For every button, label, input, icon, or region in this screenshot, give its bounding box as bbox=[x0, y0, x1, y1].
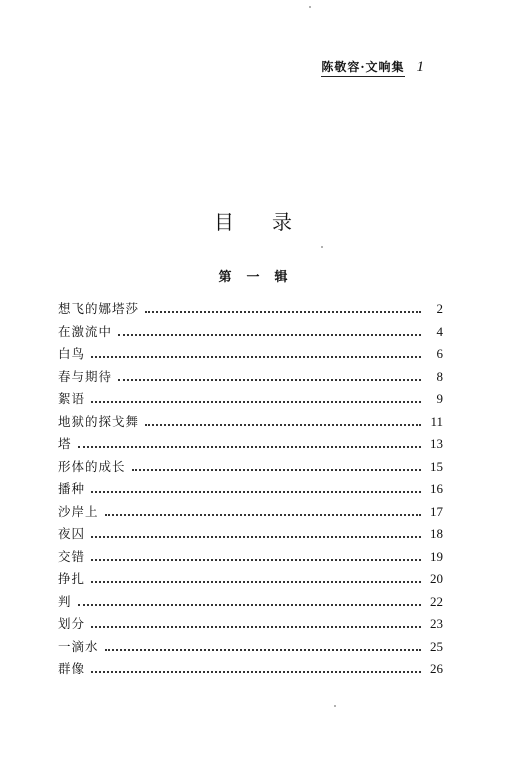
toc-entry bbox=[58, 322, 443, 345]
dot-leader bbox=[78, 446, 421, 448]
dot-leader bbox=[91, 581, 421, 583]
dot-leader bbox=[105, 514, 421, 516]
dot-leader bbox=[105, 649, 421, 651]
toc-entry-page: 4 bbox=[436, 323, 443, 339]
section-heading: 第一辑 bbox=[218, 270, 303, 285]
toc-entry-title: 划分 bbox=[58, 616, 86, 631]
toc-entry-title: 播种 bbox=[58, 481, 86, 496]
dot-leader bbox=[118, 334, 421, 336]
toc-entry-page: 6 bbox=[436, 346, 443, 361]
dot-leader bbox=[91, 671, 421, 673]
toc-entry-page: 20 bbox=[430, 571, 443, 586]
toc-entry-title: 一滴水 bbox=[58, 638, 99, 654]
toc-entry bbox=[58, 299, 443, 322]
toc-entry-title: 想飞的娜塔莎 bbox=[58, 301, 140, 316]
toc-entry bbox=[58, 637, 443, 660]
toc-entry-page: 16 bbox=[430, 481, 443, 496]
toc-entry-title: 絮语 bbox=[58, 391, 86, 406]
toc-entry bbox=[58, 344, 443, 367]
toc-entry-title: 形体的成长 bbox=[58, 458, 126, 474]
toc-entry-title: 判 bbox=[58, 593, 72, 609]
toc-entry-title: 地狱的探戈舞 bbox=[58, 413, 140, 429]
toc-entry-page: 25 bbox=[430, 638, 443, 654]
toc-entry-page: 17 bbox=[430, 503, 443, 519]
toc-entry-title: 夜囚 bbox=[58, 526, 86, 541]
toc-entry-page: 11 bbox=[430, 413, 443, 429]
toc-entry bbox=[58, 614, 443, 637]
toc-entry-page: 26 bbox=[430, 661, 443, 676]
dot-leader bbox=[91, 626, 421, 628]
toc-entry bbox=[58, 659, 443, 682]
dot-leader bbox=[91, 491, 421, 493]
toc-entry-page: 23 bbox=[430, 616, 443, 631]
toc-entry-title: 春与期待 bbox=[58, 368, 113, 384]
toc-entry bbox=[58, 524, 443, 547]
toc-entry bbox=[58, 412, 443, 435]
toc-entry bbox=[58, 434, 443, 457]
dot-leader bbox=[132, 469, 421, 471]
toc-entry bbox=[58, 389, 443, 412]
dot-leader bbox=[91, 559, 421, 561]
book-title: 陈敬容·文响集 bbox=[321, 58, 404, 77]
toc-entry-title: 交错 bbox=[58, 548, 86, 564]
toc-entry-title: 群像 bbox=[58, 661, 86, 676]
scan-speck bbox=[334, 705, 336, 707]
toc-entry-page: 19 bbox=[430, 548, 443, 564]
toc-entry bbox=[58, 547, 443, 570]
scan-speck bbox=[309, 6, 311, 8]
toc-heading: 目录 bbox=[214, 210, 330, 234]
page-number: 1 bbox=[416, 59, 424, 75]
toc-entry bbox=[58, 502, 443, 525]
toc-entry bbox=[58, 569, 443, 592]
toc-entry-title: 白鸟 bbox=[58, 346, 86, 361]
toc-entry-page: 8 bbox=[436, 368, 443, 384]
dot-leader bbox=[91, 536, 421, 538]
toc-entry bbox=[58, 367, 443, 390]
toc-entry bbox=[58, 479, 443, 502]
dot-leader bbox=[145, 424, 421, 426]
toc-entry-title: 沙岸上 bbox=[58, 503, 99, 519]
toc-entry-title: 挣扎 bbox=[58, 571, 86, 586]
toc-list bbox=[58, 299, 443, 682]
dot-leader bbox=[91, 356, 421, 358]
toc-entry-page: 18 bbox=[430, 526, 443, 541]
dot-leader bbox=[78, 604, 421, 606]
toc-entry-page: 15 bbox=[430, 458, 443, 474]
dot-leader bbox=[118, 379, 421, 381]
scan-speck bbox=[321, 246, 323, 248]
toc-entry-page: 22 bbox=[430, 593, 443, 609]
toc-entry bbox=[58, 457, 443, 480]
toc-entry-page: 13 bbox=[430, 436, 443, 451]
toc-entry-page: 2 bbox=[436, 301, 443, 316]
running-header bbox=[321, 58, 424, 77]
toc-entry-title: 在激流中 bbox=[58, 323, 113, 339]
toc-entry bbox=[58, 592, 443, 615]
dot-leader bbox=[145, 311, 421, 313]
toc-entry-title: 塔 bbox=[58, 436, 72, 451]
dot-leader bbox=[91, 401, 421, 403]
toc-entry-page: 9 bbox=[436, 391, 443, 406]
